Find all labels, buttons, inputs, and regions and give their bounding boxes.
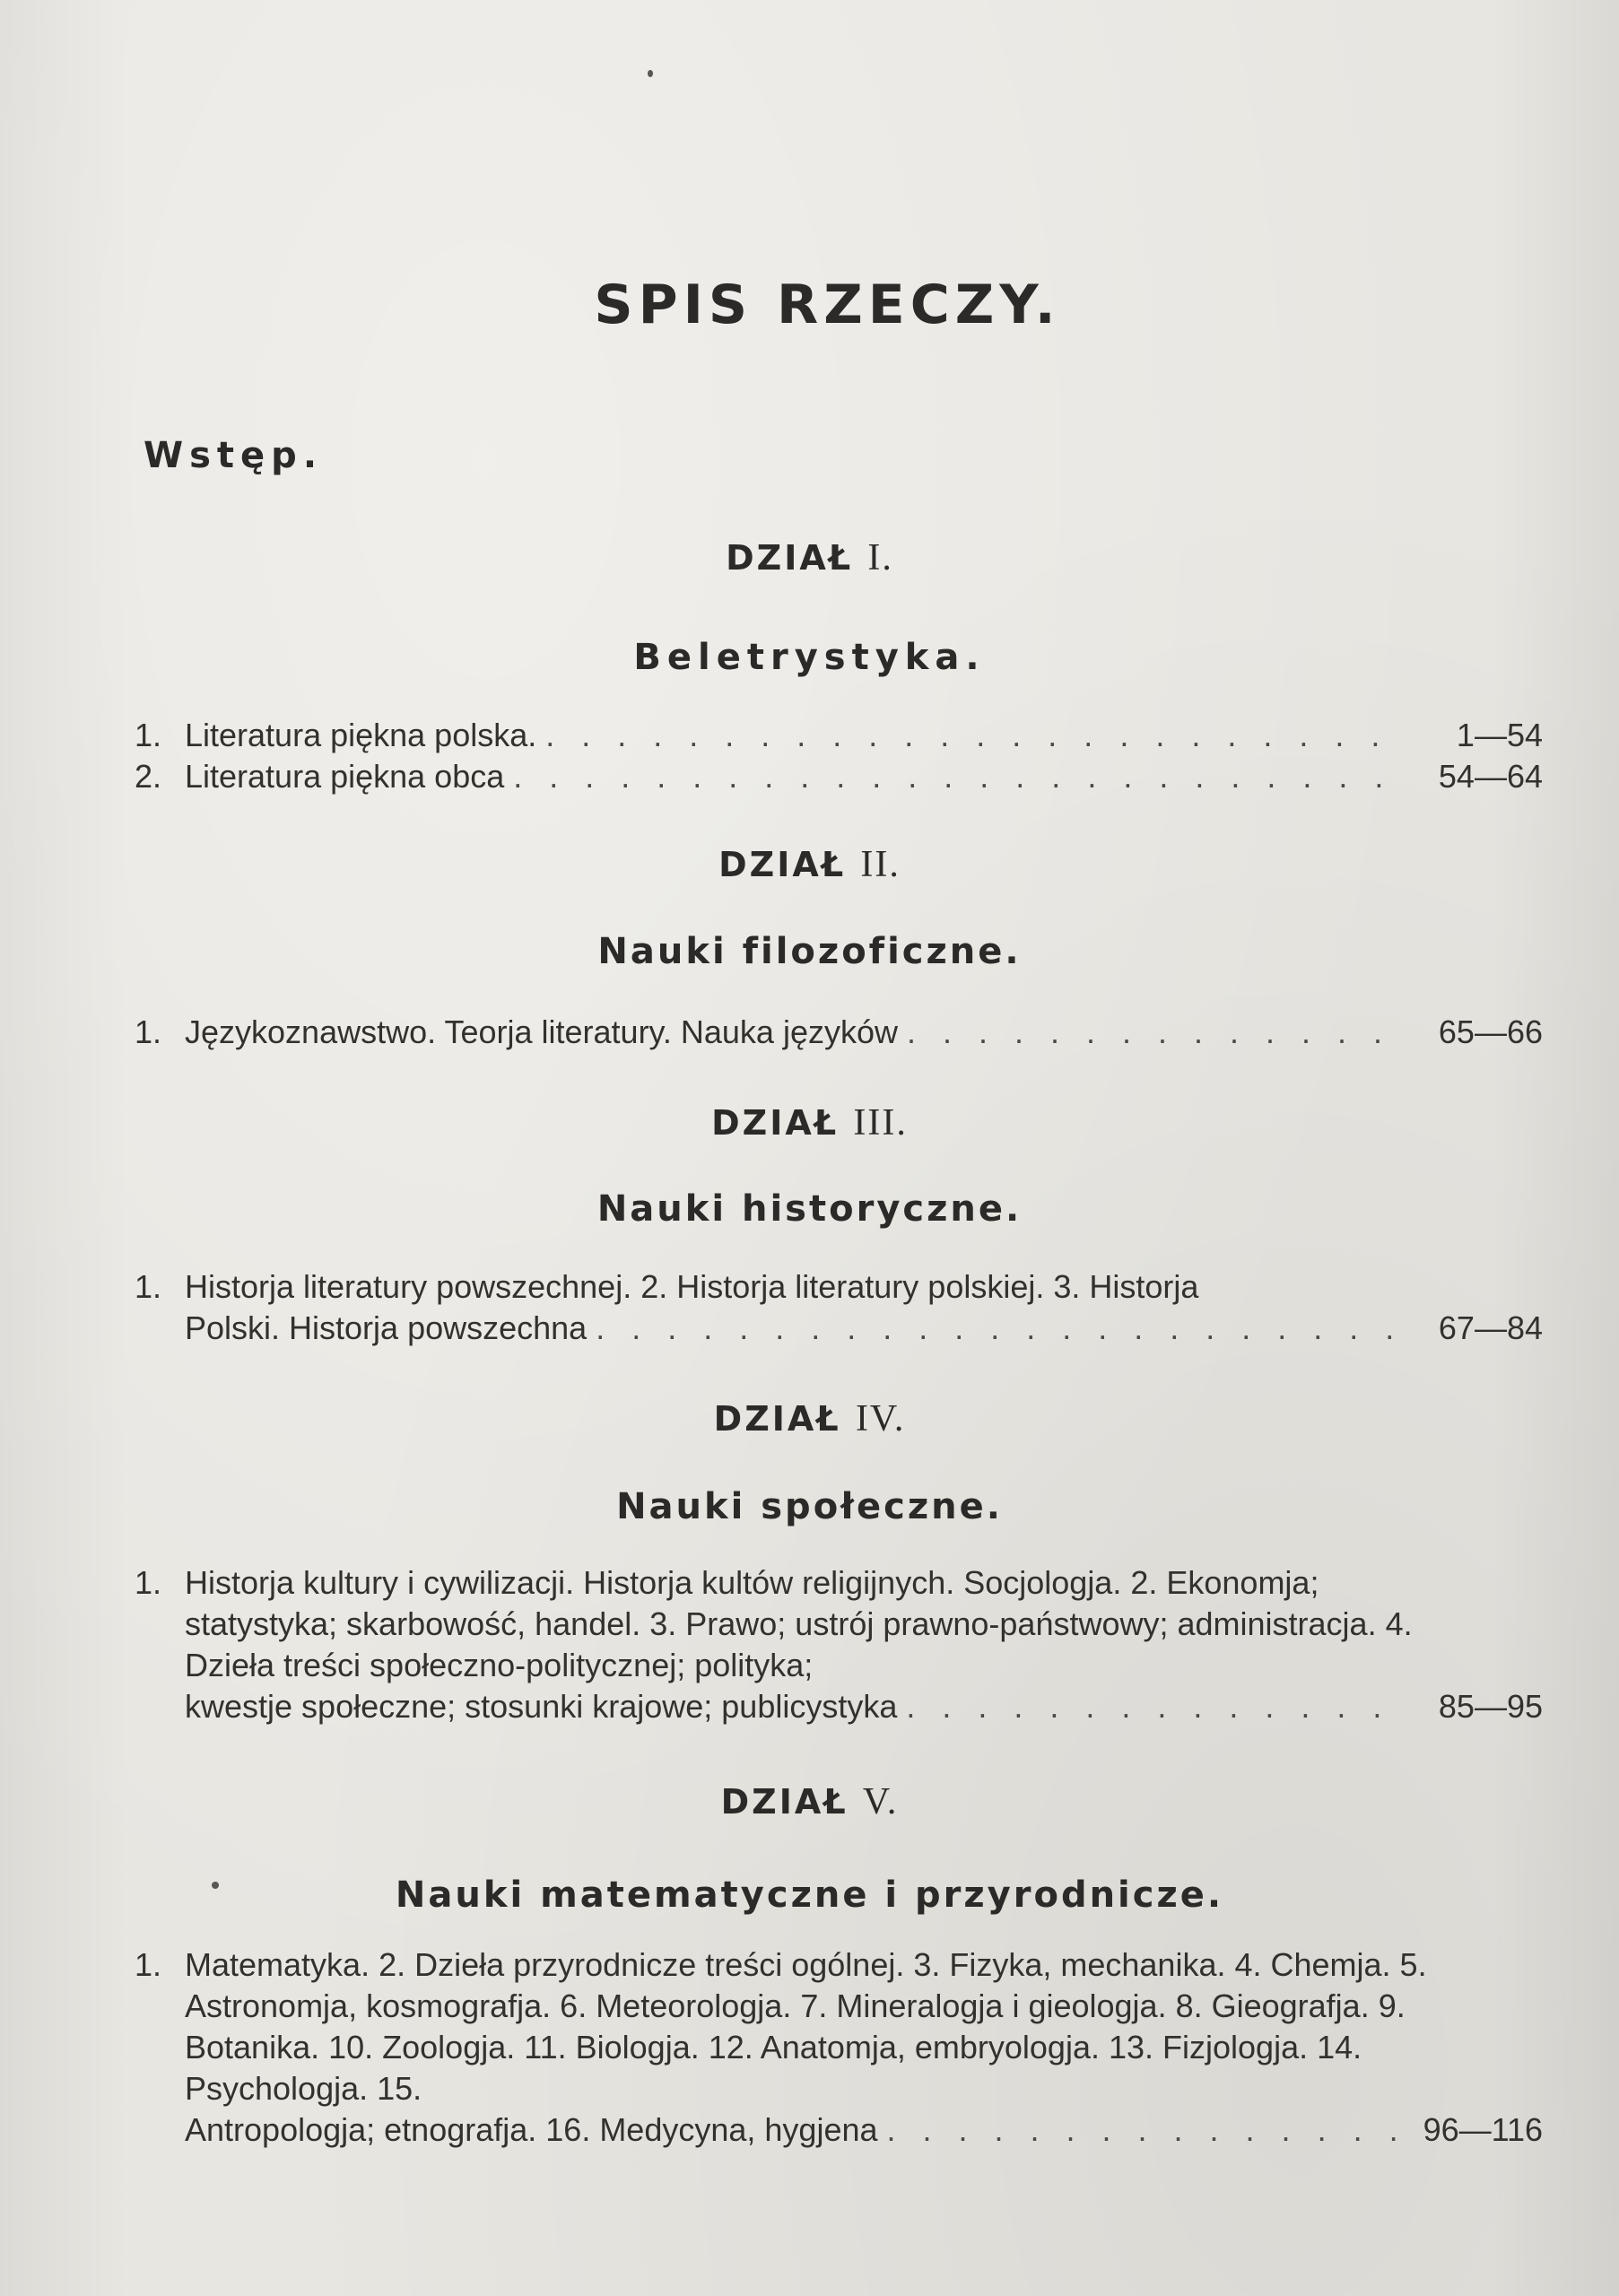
entry-index: 1. [135,1013,162,1050]
entry-index: 1. [135,1946,162,1983]
section-4-heading [0,1397,1619,1440]
dot-leader [513,756,1408,797]
entry-pages: 67—84 [1438,1309,1543,1346]
section-3-entries [135,1266,1543,1349]
section-2-entries [135,1012,1543,1053]
toc-entry-text [135,1266,1445,1308]
toc-entry [135,1012,1543,1053]
entry-pages: 96—116 [1423,2111,1543,2148]
entry-index: 1. [135,1268,162,1305]
entry-index: 2. [135,758,162,795]
toc-entry-last-line [135,2109,1543,2151]
section-5-entries [135,1944,1543,2151]
section-2-heading [0,843,1619,886]
page-title: SPIS RZECZY. [594,274,1061,336]
entry-text-last: Antropologja; etnografja. 16. Medycyna, hygjena [185,2111,878,2148]
section-heading-word: DZIAŁ [713,1399,841,1439]
section-heading-word: DZIAŁ [726,538,854,578]
section-heading-word: DZIAŁ [720,1782,849,1822]
toc-entry-last-line [135,1686,1543,1727]
section-heading-word: DZIAŁ [711,1103,840,1143]
entry-text-last: Polski. Historja powszechna [185,1309,588,1346]
toc-entry-text [135,1944,1445,2109]
dot-leader [907,1012,1408,1053]
section-1-title: Beletrystyka. [633,637,986,678]
entry-index: 1. [135,1564,162,1601]
toc-entry-last-line [135,1308,1543,1349]
section-3-title: Nauki historyczne. [596,1188,1023,1230]
section-heading-number: IV. [855,1398,906,1439]
entry-index: 1. [135,717,162,753]
entry-text: Historja kultury i cywilizacji. Historja kultów religijnych. Socjologja. 2. Ekonomja; statystyka; skarbowość, handel. 3. Prawo; ustrój prawno-państwowy; administracja. 4. Dzieła treści społeczno-politycznej; polityka; [185,1564,1413,1683]
section-heading-number: II. [860,844,901,885]
section-2-title: Nauki filozoficzne. [597,931,1022,972]
entry-pages: 65—66 [1438,1013,1543,1050]
entry-pages: 1—54 [1456,717,1543,753]
dot-leader [906,1686,1408,1727]
entry-pages: 54—64 [1438,758,1543,795]
entry-text: Historja literatury powszechnej. 2. Historja literatury polskiej. 3. Historja [185,1268,1199,1305]
section-heading-number: III. [853,1102,908,1144]
section-3-heading [0,1101,1619,1144]
entry-pages: 85—95 [1438,1688,1543,1725]
section-1-entries [135,715,1543,797]
entry-text: Literatura piękna obca [185,758,505,795]
entry-text: Literatura piękna polska. [185,717,537,753]
page-speck [648,70,653,77]
section-heading-number: V. [862,1781,899,1822]
entry-text: Matematyka. 2. Dzieła przyrodnicze treści ogólnej. 3. Fizyka, mechanika. 4. Chemja. 5. Astronomja, kosmografja. 6. Meteorologja. 7. Mineralogja i gieologja. 8. Gieografja. 9. Botanika. 10. Zoologja. 11. Biologja. 12. Anatomja, embryologja. 13. Fizjologja. 14. Psychologja. 15. [185,1946,1427,2107]
section-5-heading [0,1780,1619,1823]
section-5-title: Nauki matematyczne i przyrodnicze. [395,1874,1224,1916]
section-4-entries [135,1562,1543,1727]
entry-text: Językoznawstwo. Teorja literatury. Nauka języków [185,1013,898,1050]
toc-entry-text [135,1562,1445,1686]
section-1-heading [0,536,1619,579]
section-heading-word: DZIAŁ [718,845,847,884]
section-4-title: Nauki społeczne. [616,1486,1003,1527]
toc-entry [135,715,1543,756]
dot-leader [545,715,1408,756]
intro-heading: Wstęp. [144,435,324,476]
dot-leader [887,2109,1408,2151]
entry-text-last: kwestje społeczne; stosunki krajowe; publicystyka [185,1688,898,1725]
dot-leader [596,1308,1408,1349]
section-heading-number: I. [867,537,893,578]
toc-entry [135,756,1543,797]
